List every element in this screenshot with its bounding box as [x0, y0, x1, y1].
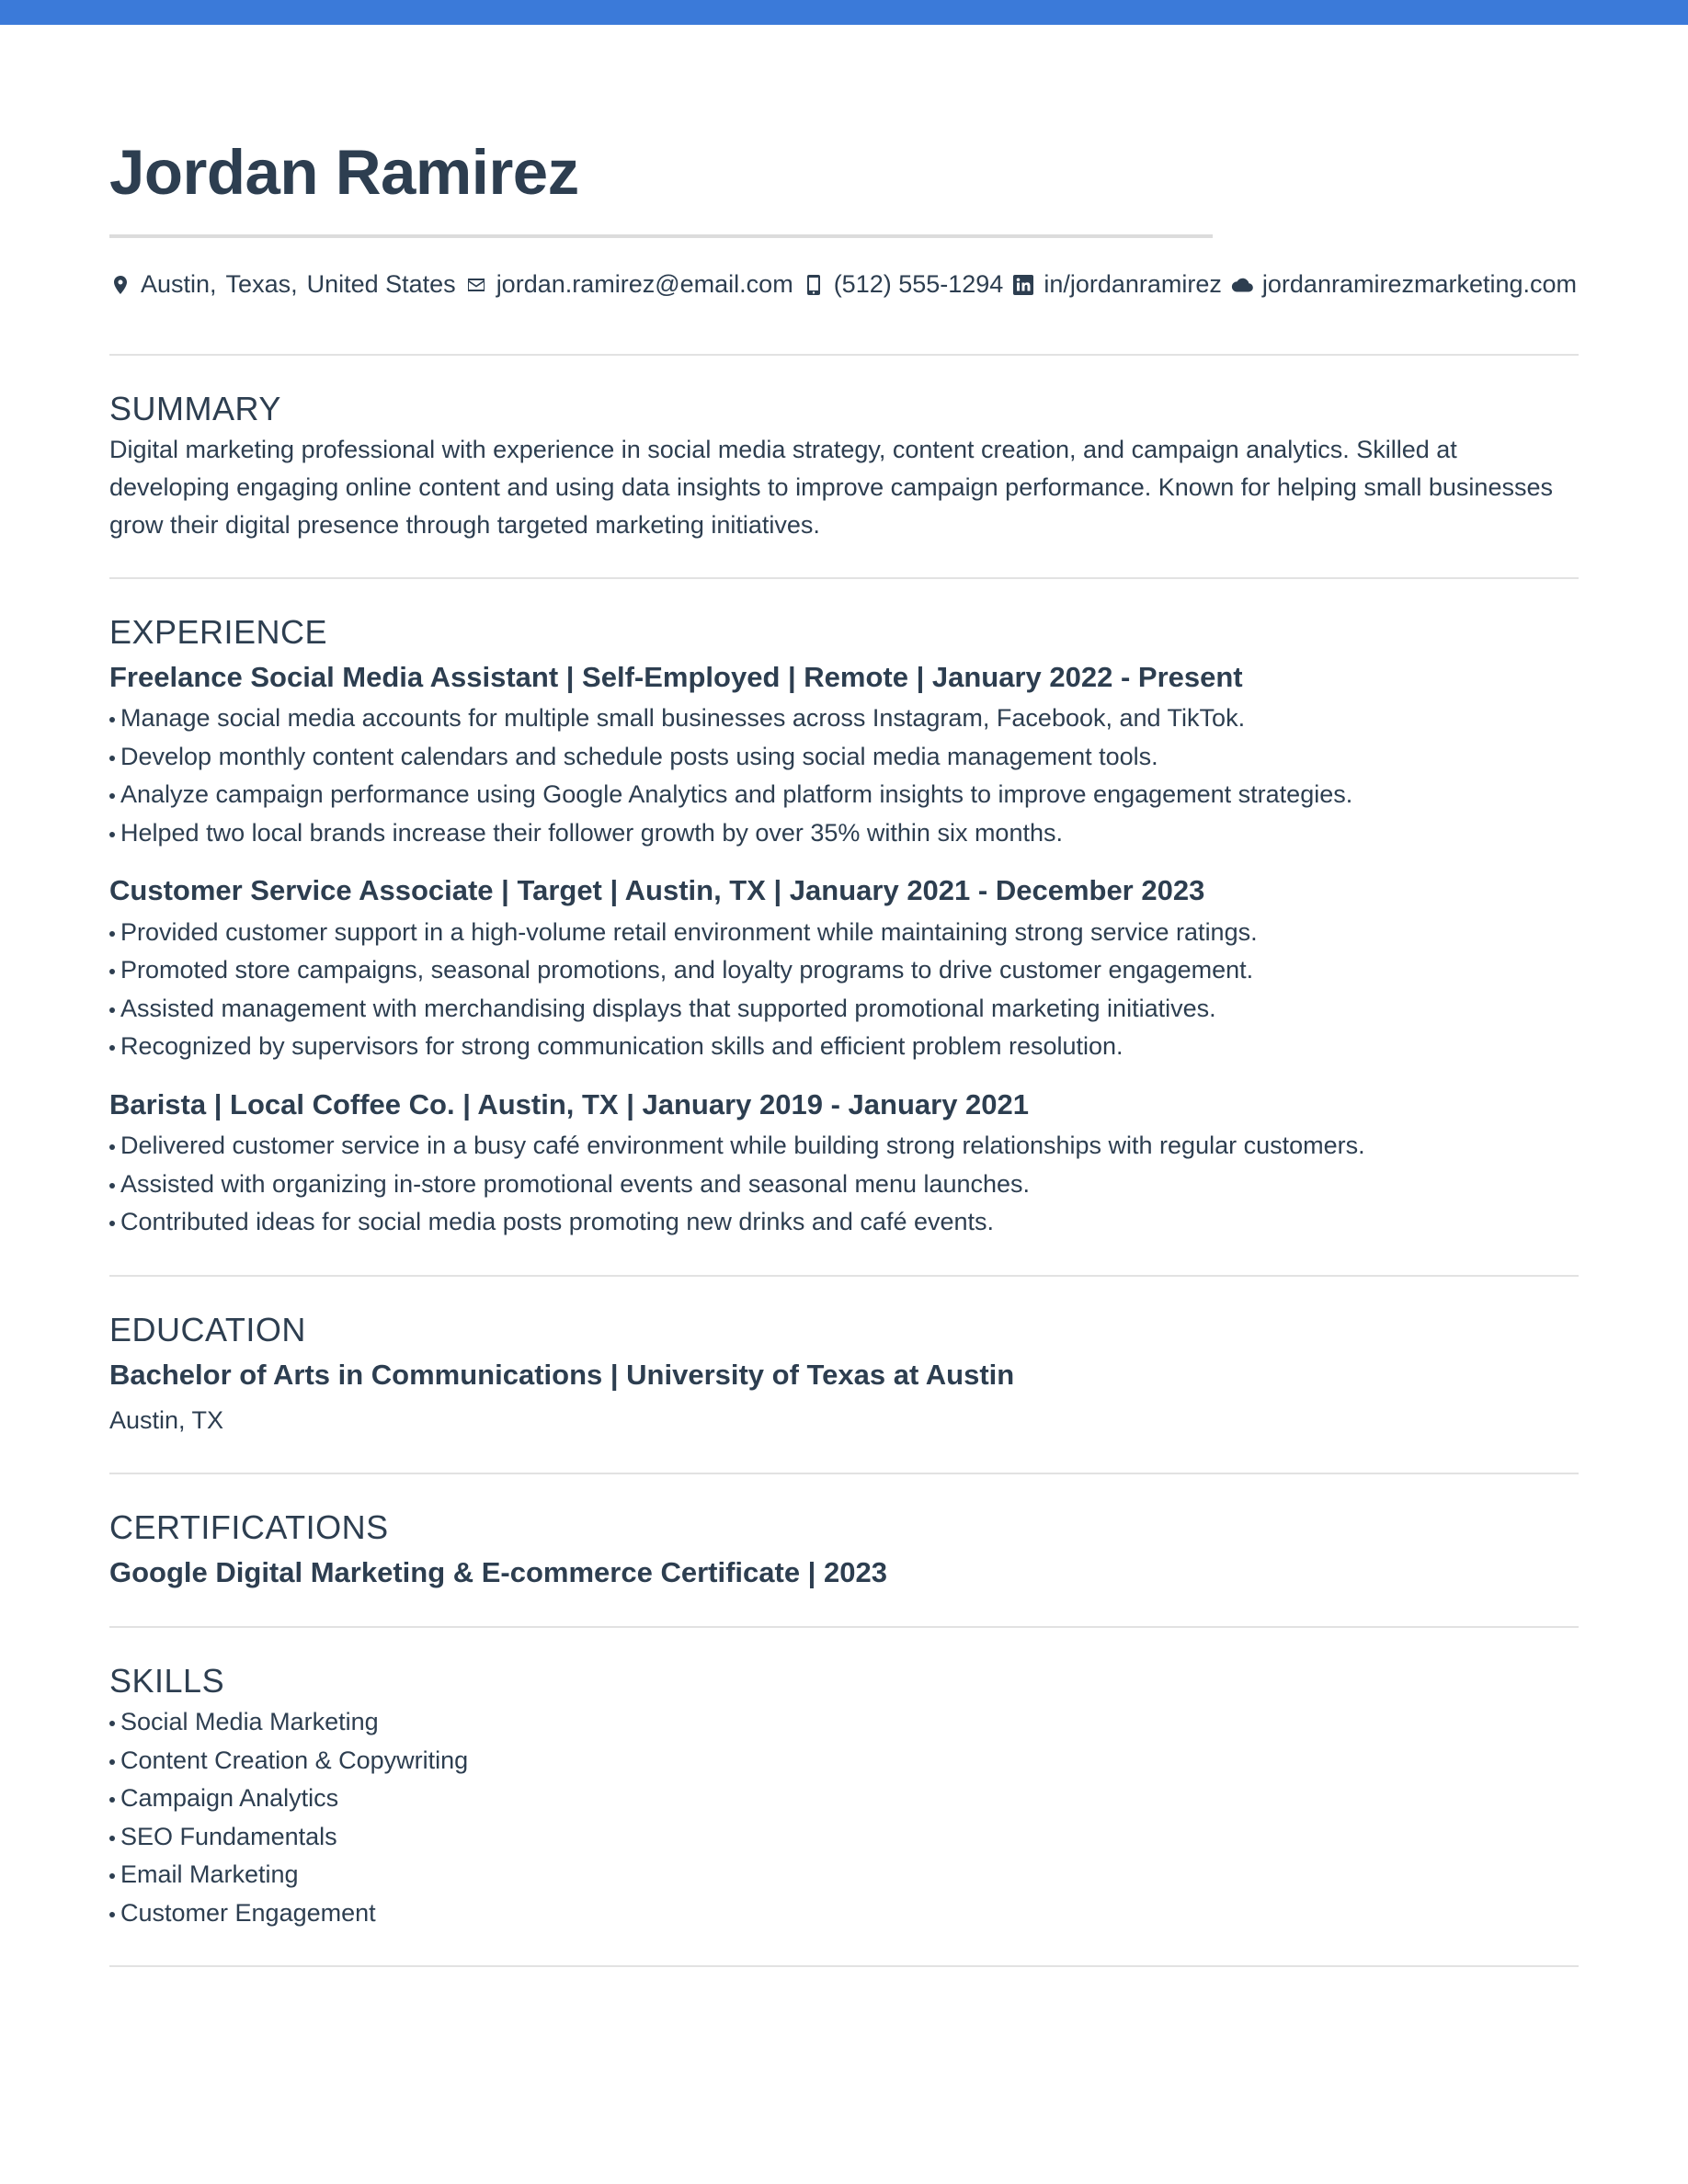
summary-text: Digital marketing professional with experience in social media strategy, content creation, and campaign analytics. Skilled at developing engaging online content and using data insights to improve campaign performance. Known for helping small businesses grow their digital presence through targeted marketing initiatives.: [109, 435, 1553, 539]
candidate-name: Jordan Ramirez: [109, 137, 579, 208]
bullet-item: Assisted management with merchandising displays that supported promotional marketing initiatives.: [109, 990, 1579, 1029]
skill-item: Customer Engagement: [109, 1894, 1579, 1933]
bullet-item: Delivered customer service in a busy café environment while building strong relationships with regular customers.: [109, 1127, 1579, 1166]
education-section: [109, 1277, 1579, 1473]
degree-title: Bachelor of Arts in Communications | University of Texas at Austin: [109, 1359, 1015, 1392]
experience-heading: EXPERIENCE: [109, 612, 328, 651]
envelope-icon: [465, 274, 487, 296]
skills-list: [109, 1703, 1579, 1932]
linkedin-icon: [1012, 274, 1034, 296]
skill-item: Campaign Analytics: [109, 1780, 1579, 1818]
email-text[interactable]: jordan.ramirez@email.com: [496, 270, 793, 298]
bullet-item: Promoted store campaigns, seasonal promotions, and loyalty programs to drive customer engagement.: [109, 951, 1579, 990]
certifications-heading: CERTIFICATIONS: [109, 1507, 389, 1546]
bullet-item: Recognized by supervisors for strong communication skills and efficient problem resolution.: [109, 1028, 1579, 1066]
experience-section: [109, 579, 1579, 1275]
contact-bar: [109, 270, 1579, 299]
section-divider: [109, 1965, 1579, 1967]
contact-linkedin[interactable]: [1012, 270, 1222, 299]
linkedin-text[interactable]: in/jordanramirez: [1044, 270, 1222, 298]
location-city: Austin,: [141, 270, 217, 298]
job-title: Freelance Social Media Assistant | Self-Employed | Remote | January 2022 - Present: [109, 661, 1243, 694]
contact-phone[interactable]: [803, 270, 1004, 299]
job-title: Customer Service Associate | Target | Austin, TX | January 2021 - December 2023: [109, 874, 1205, 907]
job-title: Barista | Local Coffee Co. | Austin, TX | January 2019 - January 2021: [109, 1087, 1030, 1120]
certifications-section: [109, 1474, 1579, 1627]
summary-heading: SUMMARY: [109, 390, 281, 427]
skills-heading: SKILLS: [109, 1662, 225, 1701]
cloud-icon: [1231, 274, 1253, 296]
phone-text[interactable]: (512) 555-1294: [833, 270, 1004, 298]
name-divider: [109, 234, 1213, 238]
bullet-item: Provided customer support in a high-volume retail environment while maintaining strong service ratings.: [109, 914, 1579, 952]
skills-section: [109, 1628, 1579, 1965]
job-entry: [109, 659, 1579, 852]
job-bullets: [109, 700, 1579, 852]
resume-page: [109, 129, 1579, 1967]
location-state: Texas,: [225, 270, 298, 298]
bullet-item: Develop monthly content calendars and schedule posts using social media management tools.: [109, 738, 1579, 777]
bullet-item: Analyze campaign performance using Google Analytics and platform insights to improve engagement strategies.: [109, 776, 1579, 814]
bullet-item: Manage social media accounts for multiple small businesses across Instagram, Facebook, and TikTok.: [109, 700, 1579, 738]
location-country: United States: [306, 270, 456, 298]
skill-item: Social Media Marketing: [109, 1703, 1579, 1742]
bullet-item: Helped two local brands increase their follower growth by over 35% within six months.: [109, 814, 1579, 853]
certification-item: Google Digital Marketing & E-commerce Certificate | 2023: [109, 1556, 887, 1589]
job-entry: [109, 1086, 1579, 1242]
skill-item: Content Creation & Copywriting: [109, 1742, 1579, 1780]
bullet-item: Contributed ideas for social media posts promoting new drinks and café events.: [109, 1203, 1579, 1242]
contact-email[interactable]: [465, 270, 793, 299]
top-accent-bar: [0, 0, 1688, 25]
skill-item: SEO Fundamentals: [109, 1818, 1579, 1857]
job-bullets: [109, 914, 1579, 1066]
contact-website[interactable]: [1231, 270, 1577, 299]
skill-item: Email Marketing: [109, 1856, 1579, 1894]
education-heading: EDUCATION: [109, 1310, 306, 1348]
education-location: Austin, TX: [109, 1406, 224, 1435]
contact-location: [109, 270, 456, 299]
job-entry: [109, 872, 1579, 1065]
summary-section: [109, 356, 1579, 577]
phone-icon: [803, 274, 825, 296]
website-text[interactable]: jordanramirezmarketing.com: [1261, 270, 1578, 298]
job-bullets: [109, 1127, 1579, 1242]
location-pin-icon: [109, 274, 131, 296]
bullet-item: Assisted with organizing in-store promotional events and seasonal menu launches.: [109, 1166, 1579, 1204]
